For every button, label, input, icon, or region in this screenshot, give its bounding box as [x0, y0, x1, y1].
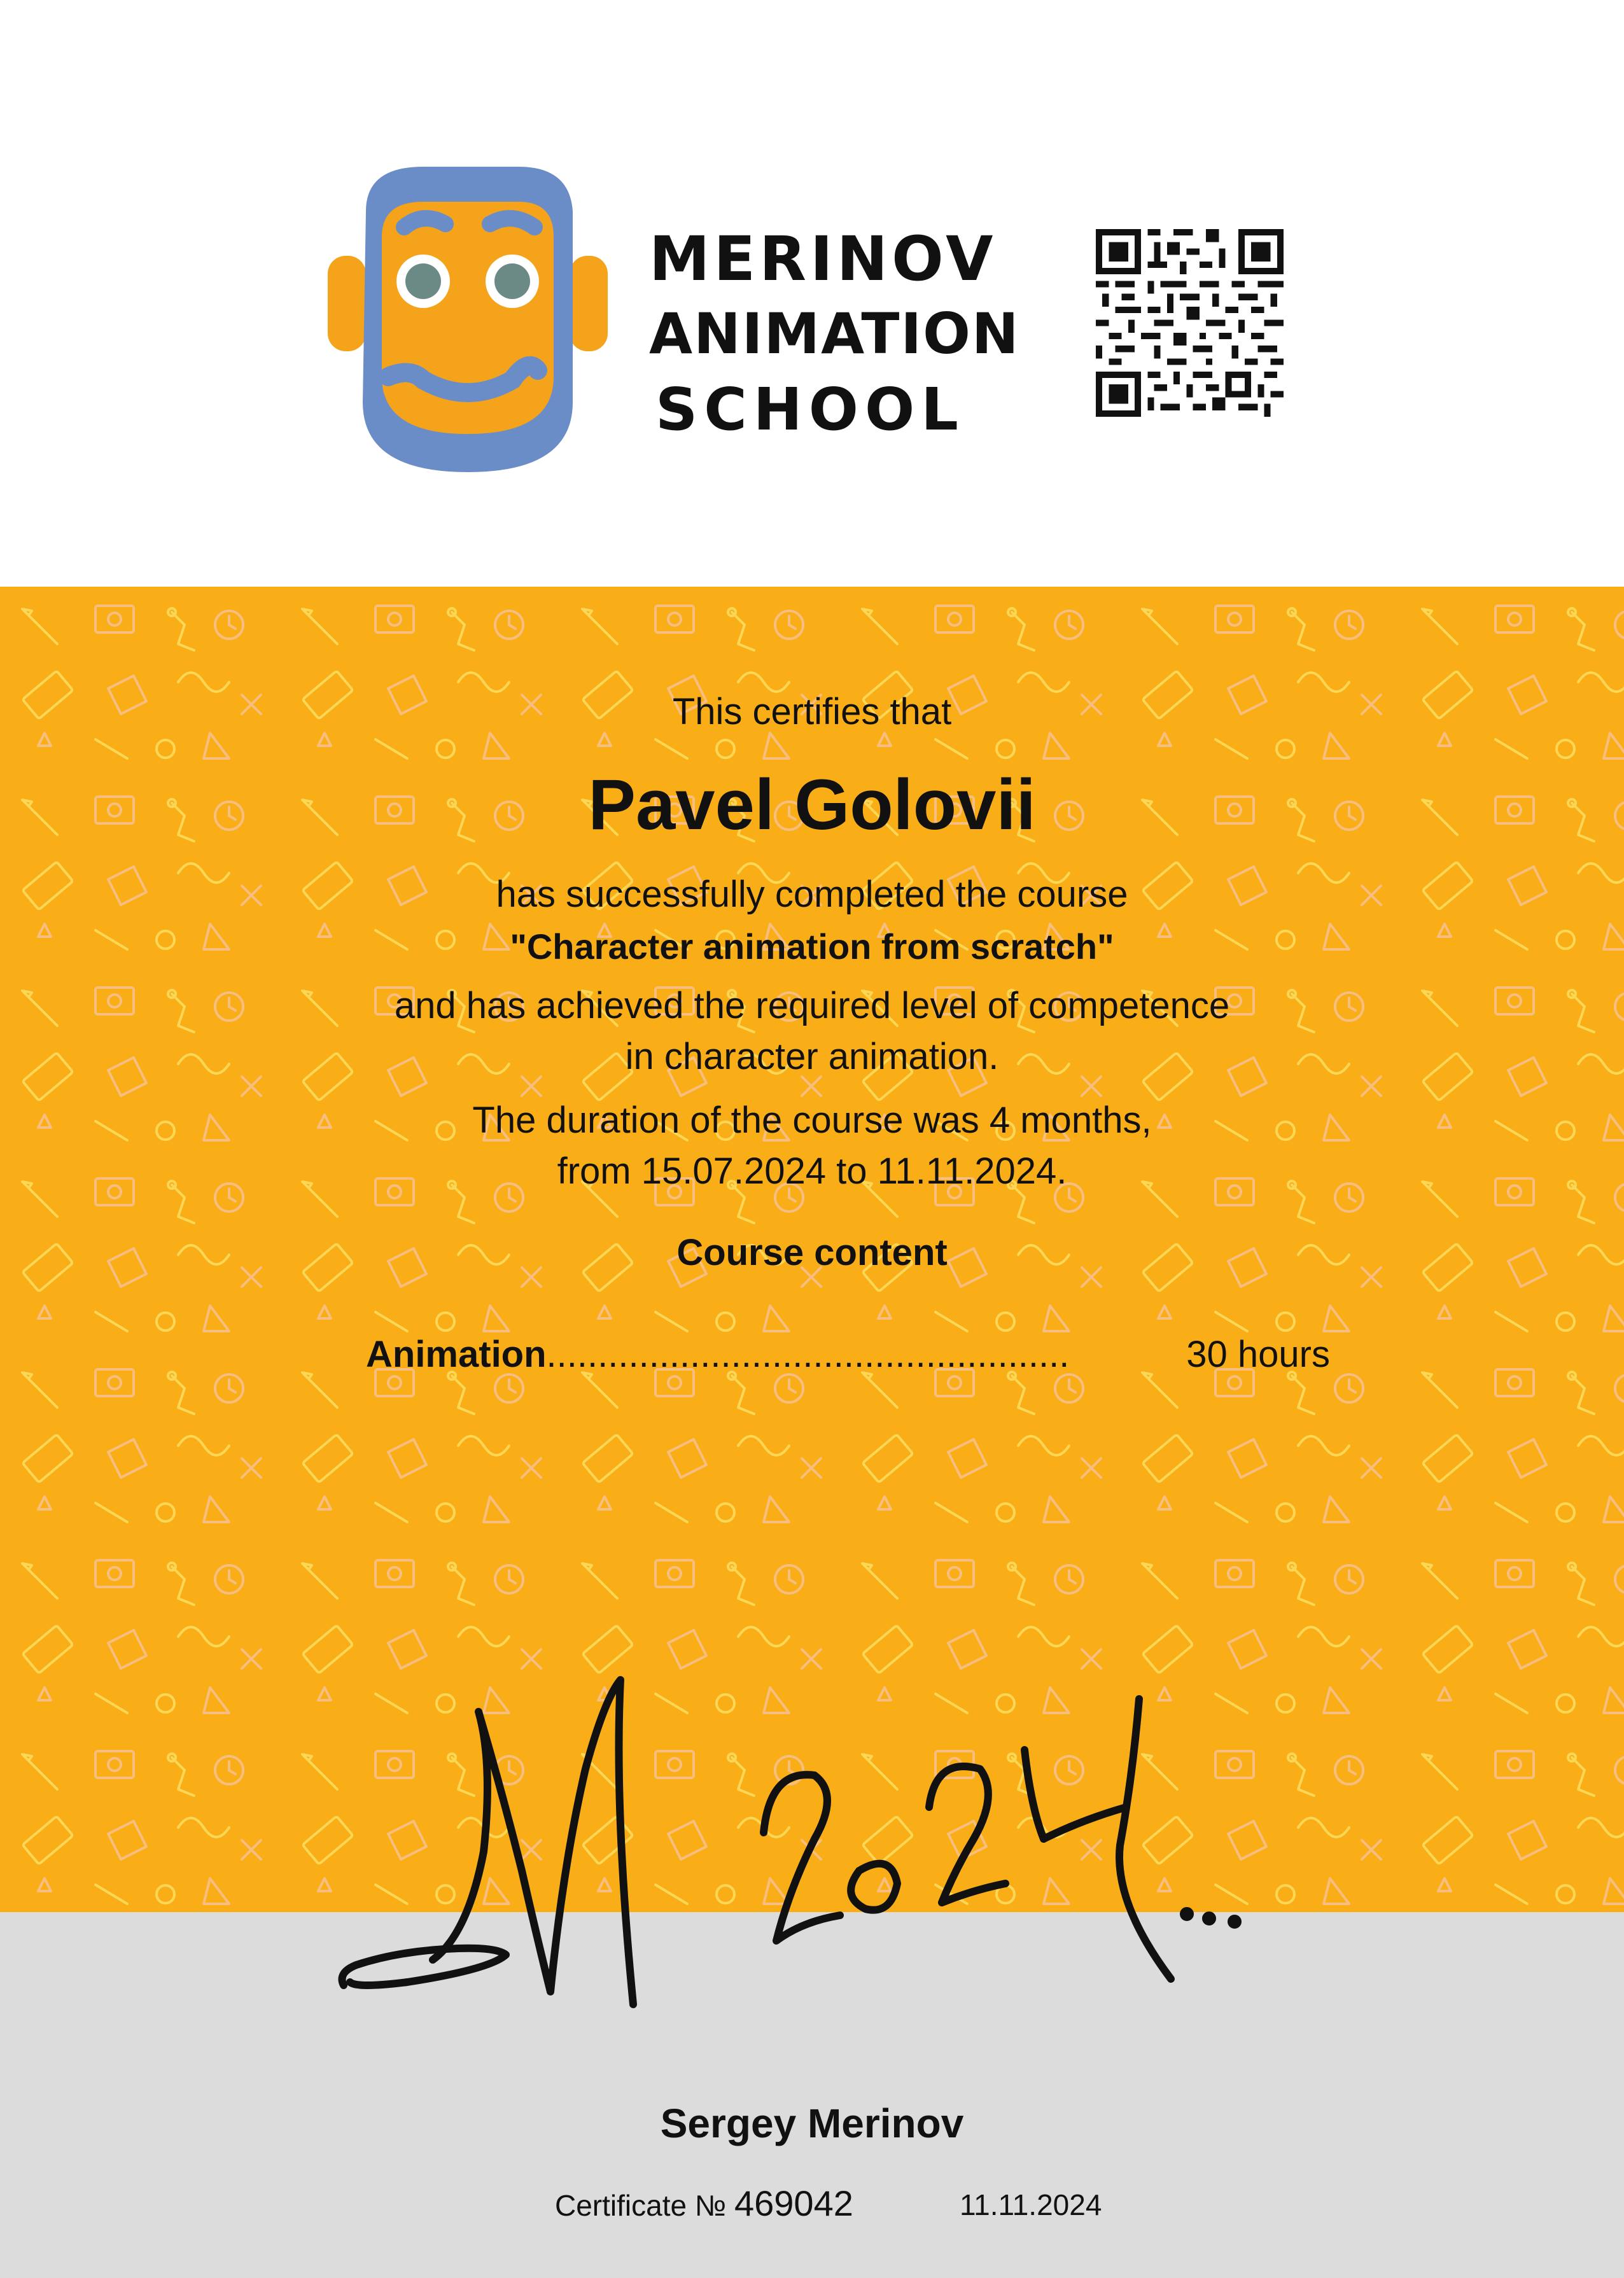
course-content-item-leader: ...................................................: [546, 1334, 1070, 1375]
course-content-item: [366, 1333, 1330, 1390]
course-title: "Character animation from scratch": [510, 926, 1114, 967]
logo-line-3: SCHOOL: [655, 375, 965, 444]
logo-text: [643, 210, 1037, 445]
certificate-number-row: [555, 2183, 853, 2224]
course-content-item-label: Animation: [366, 1334, 547, 1375]
issue-date: 11.11.2024: [960, 2188, 1102, 2221]
certifies-intro: This certifies that: [672, 691, 952, 732]
competence-area-text: in character animation.: [625, 1036, 999, 1077]
logo-line-2: ANIMATION: [649, 301, 1020, 367]
logo-line-1: MERINOV: [649, 223, 997, 295]
signature-icon: [331, 1661, 1324, 2017]
logo-face-icon: [328, 167, 608, 472]
certificate-number-label: Certificate №: [555, 2189, 727, 2222]
signer-name: Sergey Merinov: [660, 2100, 964, 2146]
recipient-name: Pavel Golovii: [588, 765, 1036, 844]
achieved-text: and has achieved the required level of competence: [394, 985, 1230, 1026]
certificate-number: 469042: [734, 2183, 853, 2223]
course-content-item-hours: 30 hours: [1186, 1334, 1330, 1375]
duration-text: The duration of the course was 4 months,: [472, 1100, 1152, 1141]
qr-code-icon: [1096, 229, 1284, 417]
dates-text: from 15.07.2024 to 11.11.2024.: [557, 1150, 1067, 1192]
course-content-heading: Course content: [676, 1232, 948, 1273]
certificate-header: [0, 0, 1624, 587]
completed-text: has successfully completed the course: [496, 874, 1128, 915]
